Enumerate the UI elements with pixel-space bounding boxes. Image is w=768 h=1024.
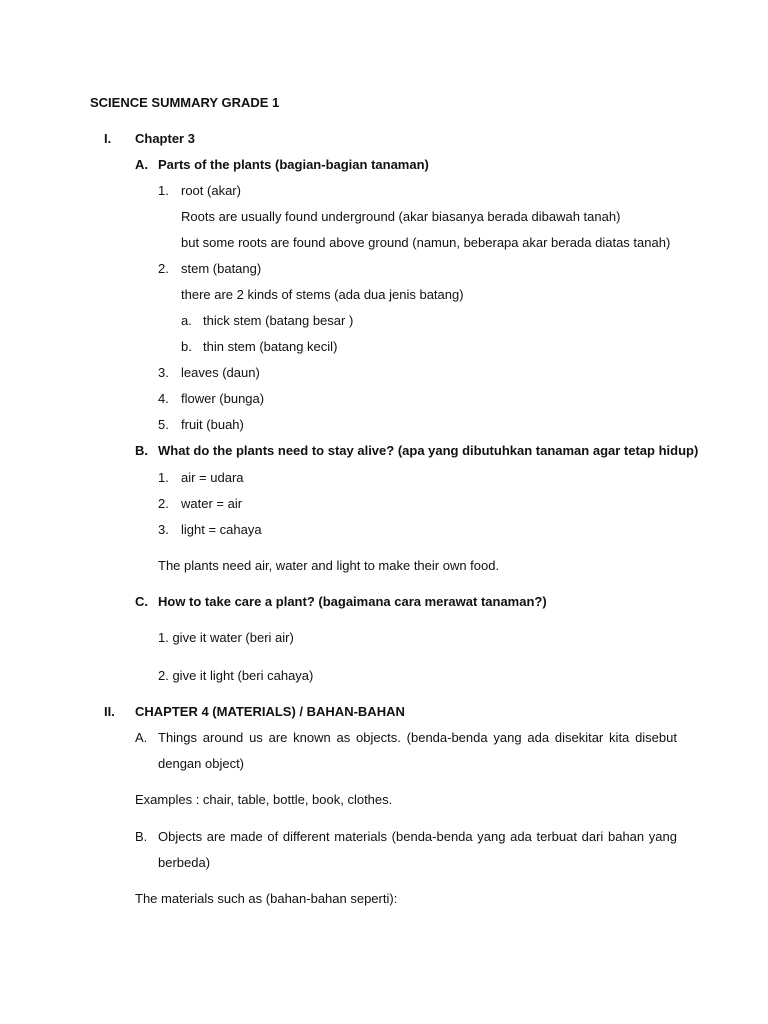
part-b-summary: The plants need air, water and light to make their own food. <box>158 558 500 573</box>
list-number: 1. <box>158 183 169 198</box>
stem-note: there are 2 kinds of stems (ada dua jenis batang) <box>181 287 464 302</box>
materials-intro: The materials such as (bahan-bahan seperti): <box>135 891 398 906</box>
list-number: 5. <box>158 417 169 432</box>
section-1-numeral: I. <box>104 131 112 146</box>
section-2-part-a-line: dengan object) <box>158 756 245 771</box>
list-item: leaves (daun) <box>181 365 260 380</box>
section-2-part-a-line: Things around us are known as objects. (benda-benda yang ada disekitar kita disebut <box>158 730 677 745</box>
list-number: 2. <box>158 496 169 511</box>
list-number: 4. <box>158 391 169 406</box>
sub-list-letter: b. <box>181 339 192 354</box>
list-number: 2. <box>158 261 169 276</box>
sub-list-item: thick stem (batang besar ) <box>203 313 354 328</box>
section-2-part-a-letter: A. <box>135 730 148 745</box>
list-item: root (akar) <box>181 183 241 198</box>
section-2-heading: CHAPTER 4 (MATERIALS) / BAHAN-BAHAN <box>135 704 405 719</box>
list-item: air = udara <box>181 470 244 485</box>
list-item: fruit (buah) <box>181 417 244 432</box>
part-c-letter: C. <box>135 594 148 609</box>
list-item: light = cahaya <box>181 522 262 537</box>
root-note: Roots are usually found underground (akar biasanya berada dibawah tanah) <box>181 209 621 224</box>
care-step: 2. give it light (beri cahaya) <box>158 668 314 683</box>
part-b-letter: B. <box>135 443 148 458</box>
document-title: SCIENCE SUMMARY GRADE 1 <box>90 95 280 110</box>
section-2-part-b-line: berbeda) <box>158 855 211 870</box>
section-1-heading: Chapter 3 <box>135 131 195 146</box>
list-number: 3. <box>158 522 169 537</box>
section-2-numeral: II. <box>104 704 115 719</box>
part-a-letter: A. <box>135 157 148 172</box>
care-step: 1. give it water (beri air) <box>158 630 294 645</box>
section-2-part-b-letter: B. <box>135 829 148 844</box>
examples-line: Examples : chair, table, bottle, book, clothes. <box>135 792 393 807</box>
root-note: but some roots are found above ground (namun, beberapa akar berada diatas tanah) <box>181 235 671 250</box>
part-a-heading: Parts of the plants (bagian-bagian tanaman) <box>158 157 429 172</box>
list-number: 1. <box>158 470 169 485</box>
list-number: 3. <box>158 365 169 380</box>
part-b-heading: What do the plants need to stay alive? (apa yang dibutuhkan tanaman agar tetap hidup) <box>158 443 699 458</box>
sub-list-letter: a. <box>181 313 192 328</box>
list-item: water = air <box>181 496 243 511</box>
section-2-part-b-line: Objects are made of different materials (benda-benda yang ada terbuat dari bahan yang <box>158 829 677 844</box>
list-item: flower (bunga) <box>181 391 265 406</box>
sub-list-item: thin stem (batang kecil) <box>203 339 338 354</box>
list-item: stem (batang) <box>181 261 262 276</box>
part-c-heading: How to take care a plant? (bagaimana cara merawat tanaman?) <box>158 594 547 609</box>
